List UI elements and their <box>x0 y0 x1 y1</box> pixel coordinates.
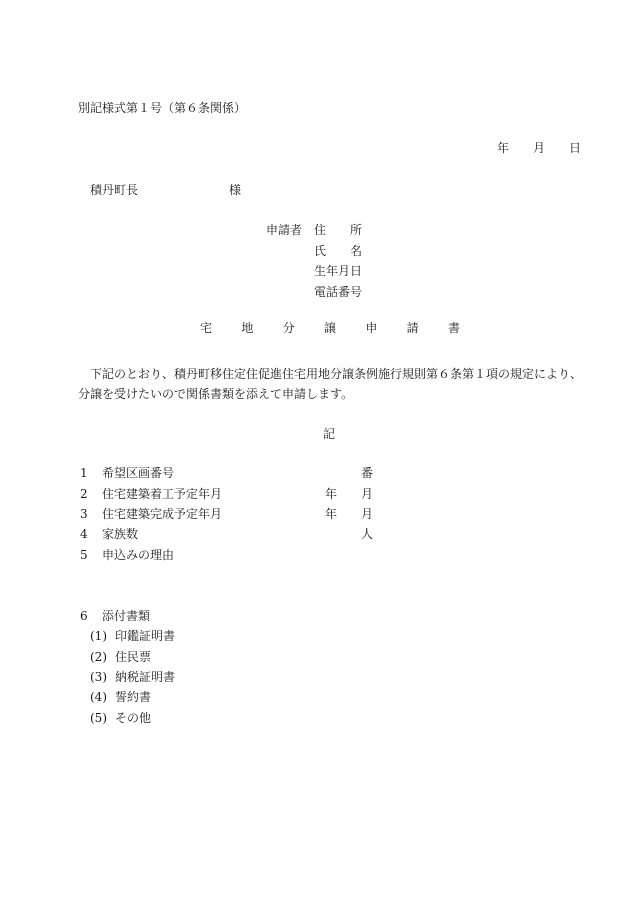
attachments-label: 添付書類 <box>102 609 151 623</box>
attachment-number: (2) <box>90 650 107 664</box>
item-number: 6 <box>80 609 88 623</box>
title-char: 申 <box>365 321 378 335</box>
item-unit: 番 <box>361 466 374 480</box>
date-line <box>497 141 581 156</box>
addressee: 積丹町長 <box>90 183 139 197</box>
document-title <box>200 321 460 336</box>
attachment-seal-certificate: 印鑑証明書 <box>115 629 176 643</box>
item-label-plot-number: 希望区画番号 <box>102 466 175 480</box>
item-unit: 人 <box>361 527 374 541</box>
item-label-construction-completion: 住宅建築完成予定年月 <box>102 507 223 521</box>
applicant-name-label: 氏 名 <box>314 244 363 258</box>
title-char: 書 <box>447 321 460 335</box>
attachment-number: (3) <box>90 670 107 684</box>
attachment-number: (5) <box>90 711 107 725</box>
title-char: 地 <box>241 321 254 335</box>
item-number: 4 <box>80 527 88 541</box>
date-year-label: 年 <box>497 141 510 155</box>
application-statement: 下記のとおり、積丹町移住定住促進住宅用地分譲条例施行規則第６条第１項の規定により、分譲を受けたいので関係書類を添えて申請します。 <box>78 367 583 401</box>
attachment-tax-certificate: 納税証明書 <box>115 670 176 684</box>
item-number: 3 <box>80 507 88 521</box>
item-number: 1 <box>80 466 88 480</box>
item-label-reason: 申込みの理由 <box>102 548 175 562</box>
item-label-construction-start: 住宅建築着工予定年月 <box>102 487 223 501</box>
item-unit-year: 年 <box>325 487 338 501</box>
attachment-number: (1) <box>90 629 107 643</box>
date-month-label: 月 <box>532 141 545 155</box>
title-char: 宅 <box>200 321 213 335</box>
honorific: 様 <box>229 183 242 197</box>
title-char: 請 <box>406 321 419 335</box>
attachment-number: (4) <box>90 690 107 704</box>
attachment-pledge: 誓約書 <box>115 690 152 704</box>
title-char: 分 <box>282 321 295 335</box>
applicant-phone-label: 電話番号 <box>314 285 363 299</box>
item-unit-month: 月 <box>361 487 374 501</box>
date-day-label: 日 <box>568 141 581 155</box>
item-number: 5 <box>80 548 88 562</box>
item-unit-year: 年 <box>325 507 338 521</box>
applicant-address-label: 住 所 <box>314 223 363 237</box>
form-number: 別記様式第１号（第６条関係） <box>78 101 247 115</box>
attachment-other: その他 <box>115 711 152 725</box>
applicant-label: 申請者 <box>266 223 303 237</box>
applicant-birthdate-label: 生年月日 <box>314 264 363 278</box>
item-unit-month: 月 <box>361 507 374 521</box>
title-char: 譲 <box>323 321 336 335</box>
item-number: 2 <box>80 487 88 501</box>
ki-heading: 記 <box>323 427 336 441</box>
item-label-family-size: 家族数 <box>102 527 139 541</box>
attachment-resident-record: 住民票 <box>115 650 152 664</box>
